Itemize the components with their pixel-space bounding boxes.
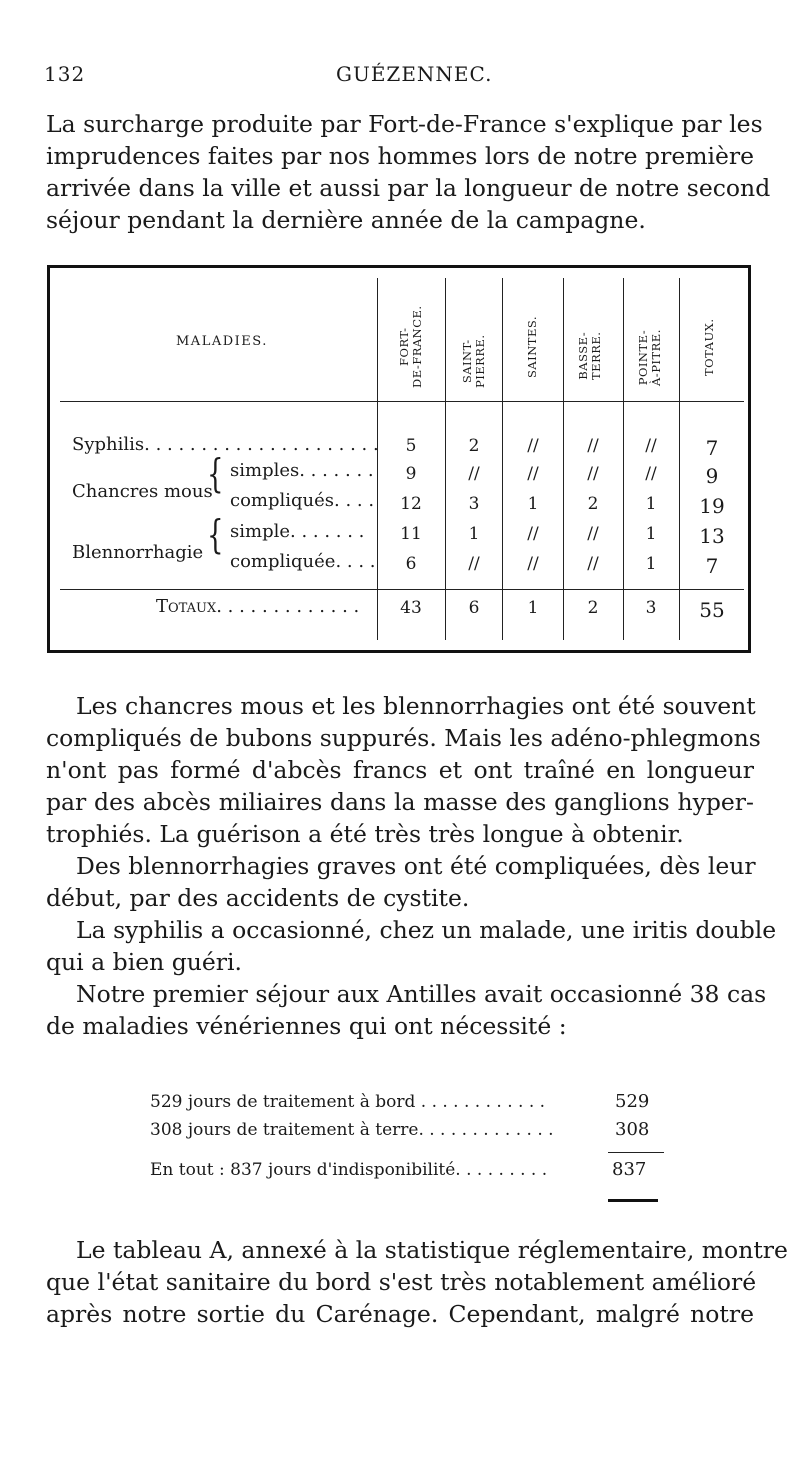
column-header-saint-pierre: SAINT- PIERRE. xyxy=(460,334,487,388)
table-cell: // xyxy=(527,524,539,544)
totals-rule xyxy=(60,589,744,590)
table-cell: 43 xyxy=(400,598,422,618)
text-line: de maladies vénériennes qui ont nécessité : xyxy=(46,1012,567,1040)
brace: { xyxy=(207,513,224,559)
text-line: Des blennorrhagies graves ont été compliquées, dès leur xyxy=(76,852,756,880)
text-line: qui a bien guéri. xyxy=(46,948,243,976)
group-label-blennorrhagie: Blennorrhagie xyxy=(72,542,204,563)
row-label-syphilis: Syphilis. . . . . . . . . . . . . . . . . . . . . xyxy=(72,434,379,455)
table-cell-total: 13 xyxy=(699,524,725,548)
column-divider xyxy=(623,278,624,640)
text-line: imprudences faites par nos hommes lors de notre première xyxy=(46,142,755,170)
table-cell: 6 xyxy=(405,554,417,574)
table-cell: // xyxy=(587,554,599,574)
table-cell-total: 7 xyxy=(705,436,719,460)
table-cell: // xyxy=(587,464,599,484)
table-cell: 2 xyxy=(587,494,599,514)
column-divider xyxy=(563,278,564,640)
table-cell: // xyxy=(587,436,599,456)
text-line: Les chancres mous et les blennorrhagies ont été souvent xyxy=(76,692,756,720)
summary-line: 308 jours de traitement à terre. . . . . . . . . . . . . xyxy=(150,1120,554,1140)
table-cell: 1 xyxy=(527,598,539,618)
row-label-totaux: Totaux. . . . . . . . . . . . . xyxy=(156,596,360,617)
header-rule xyxy=(60,401,744,402)
column-header-basse-terre: BASSE- TERRE. xyxy=(576,331,603,380)
text-line: après notre sortie du Carénage. Cependant, malgré notre xyxy=(46,1300,754,1328)
group-label-chancres: Chancres mous xyxy=(72,481,213,502)
text-line: La surcharge produite par Fort-de-France s'explique par les xyxy=(46,110,763,138)
row-label-blennorrhagie-compliquee: compliquée. . . . xyxy=(230,551,376,572)
row-label-chancres-compliques: compliqués. . . . xyxy=(230,490,375,511)
table-cell: 3 xyxy=(468,494,480,514)
table-cell: 1 xyxy=(468,524,480,544)
text-line: séjour pendant la dernière année de la campagne. xyxy=(46,206,646,234)
table-cell-total: 7 xyxy=(705,554,719,578)
brace: { xyxy=(207,452,224,498)
table-cell: 2 xyxy=(468,436,480,456)
summary-total-line: En tout : 837 jours d'indisponibilité. . . . . . . . . xyxy=(150,1160,548,1180)
column-header-pointe-a-pitre: POINTE- À-PITRE. xyxy=(636,329,663,386)
table-cell: // xyxy=(527,436,539,456)
table-cell: 11 xyxy=(400,524,422,544)
sum-rule xyxy=(608,1152,664,1153)
text-line: La syphilis a occasionné, chez un malade, une iritis double xyxy=(76,916,777,944)
page-number: 132 xyxy=(44,62,86,86)
text-line: que l'état sanitaire du bord s'est très notablement amélioré xyxy=(46,1268,757,1296)
table-cell: // xyxy=(645,464,657,484)
body-paragraphs xyxy=(46,690,777,1042)
summary-value: 529 xyxy=(615,1091,650,1112)
table-cell: 1 xyxy=(645,524,657,544)
column-divider xyxy=(445,278,446,640)
table-cell: 1 xyxy=(527,494,539,514)
text-line: n'ont pas formé d'abcès francs et ont traîné en longueur xyxy=(46,756,754,784)
column-divider xyxy=(679,278,680,640)
text-line: compliqués de bubons suppurés. Mais les adéno-phlegmons xyxy=(46,724,761,752)
double-rule xyxy=(608,1199,658,1202)
table-cell: 9 xyxy=(405,464,417,484)
column-divider xyxy=(502,278,503,640)
text-line: début, par des accidents de cystite. xyxy=(46,884,470,912)
table-cell-total: 55 xyxy=(699,598,725,622)
table-cell: 12 xyxy=(400,494,422,514)
column-header-totaux: TOTAUX. xyxy=(702,318,716,376)
table-cell: // xyxy=(468,464,480,484)
summary-line: 529 jours de traitement à bord . . . . . . . . . . . . xyxy=(150,1092,546,1112)
text-line: trophiés. La guérison a été très très longue à obtenir. xyxy=(46,820,684,848)
table-cell: 1 xyxy=(645,554,657,574)
summary-total-value: 837 xyxy=(612,1159,647,1180)
table-cell-total: 9 xyxy=(705,464,719,488)
table-cell: // xyxy=(527,554,539,574)
column-header-fort-de-france: FORT- DE-FRANCE. xyxy=(397,305,424,388)
disease-table xyxy=(47,265,751,653)
closing-paragraph xyxy=(46,1234,788,1330)
table-cell: // xyxy=(587,524,599,544)
table-cell: 2 xyxy=(587,598,599,618)
text-line: Notre premier séjour aux Antilles avait occasionné 38 cas xyxy=(76,980,767,1008)
column-divider xyxy=(377,278,378,640)
intro-paragraph xyxy=(46,108,771,236)
row-label-blennorrhagie-simple: simple. . . . . . . xyxy=(230,521,365,542)
summary-value: 308 xyxy=(615,1119,650,1140)
table-cell: 6 xyxy=(468,598,480,618)
text-line: par des abcès miliaires dans la masse des ganglions hyper- xyxy=(46,788,754,816)
maladies-header: MALADIES. xyxy=(176,334,268,349)
table-cell: // xyxy=(468,554,480,574)
table-cell: 3 xyxy=(645,598,657,618)
table-cell: // xyxy=(645,436,657,456)
column-header-saintes: SAINTES. xyxy=(525,316,539,378)
text-line: Le tableau A, annexé à la statistique réglementaire, montre xyxy=(76,1236,788,1264)
table-cell-total: 19 xyxy=(699,494,725,518)
table-cell: // xyxy=(527,464,539,484)
row-label-chancres-simples: simples. . . . . . . xyxy=(230,460,374,481)
table-cell: 1 xyxy=(645,494,657,514)
running-title: GUÉZENNEC. xyxy=(336,62,493,86)
table-cell: 5 xyxy=(405,436,417,456)
text-line: arrivée dans la ville et aussi par la longueur de notre second xyxy=(46,174,771,202)
